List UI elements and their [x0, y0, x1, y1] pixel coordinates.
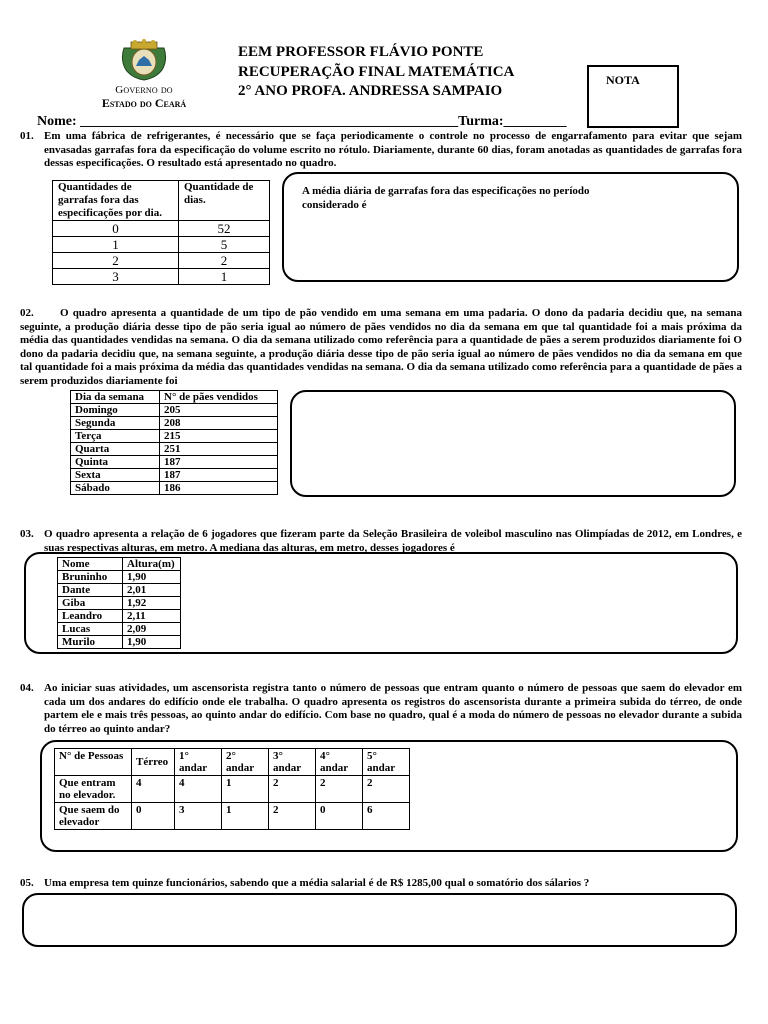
q1-cell: 1: [53, 237, 179, 253]
q3-cell: Dante: [58, 584, 123, 597]
q4-cell: 2: [269, 803, 316, 830]
q4-cell: Que entram no elevador.: [55, 776, 132, 803]
q2-number: 02.: [20, 307, 34, 319]
q1-answer-box[interactable]: [282, 172, 739, 282]
q1-col2-header: Quantidade de dias.: [179, 181, 270, 221]
table-row: [55, 776, 410, 803]
q3-col1-header: Nome: [58, 558, 123, 571]
q4-number: 04.: [20, 682, 34, 694]
q3-cell: 2,09: [123, 623, 181, 636]
q4-cell: 1: [222, 776, 269, 803]
table-row: [58, 584, 181, 597]
q1-col1-header: Quantidades de garrafas fora das especificações por dia.: [53, 181, 179, 221]
q1-text: Em uma fábrica de refrigerantes, é necessário que se faça periodicamente o controle no processo de engarrafamento para evitar que sejam envasadas garrafas fora da especificação do volume escrito no rótulo. Diariamente, durante 60 dias, foram anotadas as quantidades de garrafas fora dessas especificações. O resultado está apresentado no quadro.: [44, 130, 742, 170]
table-row: [58, 623, 181, 636]
table-row: [71, 469, 278, 482]
q2-cell: Quinta: [71, 456, 160, 469]
q3-cell: Bruninho: [58, 571, 123, 584]
q1-cell: 1: [179, 269, 270, 285]
q1-cell: 3: [53, 269, 179, 285]
q2-cell: Sexta: [71, 469, 160, 482]
q2-cell: 215: [160, 430, 278, 443]
q3-col2-header: Altura(m): [123, 558, 181, 571]
q5-answer-box[interactable]: [22, 893, 737, 947]
q4-cell: 4: [175, 776, 222, 803]
school-name: EEM PROFESSOR FLÁVIO PONTE: [238, 44, 484, 60]
q4-header-cell: 1° andar: [175, 749, 222, 776]
table-row: [71, 404, 278, 417]
grade-box[interactable]: [587, 65, 679, 128]
class-teacher: 2° ANO PROFA. ANDRESSA SAMPAIO: [238, 83, 503, 99]
q2-table: [70, 390, 278, 495]
table-row: [55, 803, 410, 830]
q2-cell: 187: [160, 469, 278, 482]
q2-cell: Domingo: [71, 404, 160, 417]
q4-cell: 2: [269, 776, 316, 803]
q2-cell: Sábado: [71, 482, 160, 495]
table-row: [53, 237, 270, 253]
q3-number: 03.: [20, 528, 34, 540]
table-row: [58, 610, 181, 623]
q4-text: Ao iniciar suas atividades, um ascensorista registra tanto o número de pessoas que entram quanto o número de pessoas que saem do elevador em cada um dos andares do edifício onde ele trabalha. O quadro apresenta os registros do ascensorista durante a primeira subida do térreo, de onde partem ele e mais três pessoas, ao quinto andar do edifício. Com base no quadro, qual é a moda do número de pessoas no elevador durante a subida do térreo ao quinto andar?: [44, 682, 742, 735]
q3-cell: 1,90: [123, 571, 181, 584]
q3-cell: 1,92: [123, 597, 181, 610]
exam-title: RECUPERAÇÃO FINAL MATEMÁTICA: [238, 64, 515, 80]
q4-cell: 6: [363, 803, 410, 830]
table-row: [71, 443, 278, 456]
q4-cell: Que saem do elevador: [55, 803, 132, 830]
table-row: [71, 482, 278, 495]
q2-cell: 205: [160, 404, 278, 417]
q2-cell: 187: [160, 456, 278, 469]
q3-cell: 2,11: [123, 610, 181, 623]
grade-label: NOTA: [606, 73, 640, 87]
q3-cell: 1,90: [123, 636, 181, 649]
q3-cell: Lucas: [58, 623, 123, 636]
table-row: [58, 636, 181, 649]
q4-header-cell: 3° andar: [269, 749, 316, 776]
q2-cell: Quarta: [71, 443, 160, 456]
q4-header-cell: 5° andar: [363, 749, 410, 776]
q5-text: Uma empresa tem quinze funcionários, sabendo que a média salarial é de R$ 1285,00 qual o somatório dos sálarios ?: [44, 877, 590, 889]
q2-cell: 186: [160, 482, 278, 495]
q2-answer-box[interactable]: [290, 390, 736, 497]
q2-col2-header: N° de pães vendidos: [160, 391, 278, 404]
table-row: [58, 597, 181, 610]
q4-header-cell: N° de Pessoas: [55, 749, 132, 776]
q2-cell: 208: [160, 417, 278, 430]
q3-cell: Giba: [58, 597, 123, 610]
q3-cell: Leandro: [58, 610, 123, 623]
q1-cell: 5: [179, 237, 270, 253]
q1-table: [52, 180, 270, 285]
table-row: [53, 221, 270, 237]
q3-cell: 2,01: [123, 584, 181, 597]
q1-cell: 52: [179, 221, 270, 237]
q1-box-text: A média diária de garrafas fora das especificações no período considerado é: [302, 185, 590, 211]
q1-number: 01.: [20, 130, 34, 142]
q2-cell: Terça: [71, 430, 160, 443]
q4-header-cell: Térreo: [132, 749, 175, 776]
q4-cell: 3: [175, 803, 222, 830]
table-row: [71, 430, 278, 443]
q4-cell: 0: [132, 803, 175, 830]
q3-table: [57, 557, 181, 649]
table-row: [71, 417, 278, 430]
q4-cell: 2: [363, 776, 410, 803]
q3-text: O quadro apresenta a relação de 6 jogadores que fizeram parte da Seleção Brasileira de voleibol masculino nas Olimpíadas de 2012, em Londres, e suas respectivas alturas, em metro. A mediana das alturas, em metro, desses jogadores é: [44, 528, 742, 552]
q2-text: O quadro apresenta a quantidade de um tipo de pão vendido em uma semana em uma padaria. O dono da padaria decidiu que, na semana seguinte, a produção diária desse tipo de pão seria igual ao número de pães vendidos no dia da semana em que tal quantidade foi a mais próxima da média das quantidades vendidas na semana. O dia da semana utilizado como referência para a quantidade de pães a serem produzidos diariamente foi O dono da padaria decidiu que, na semana seguinte, a produção diária desse tipo de pão seria igual ao número de pães vendidos no dia da semana em que tal quantidade foi a mais próxima da média das quantidades vendidas na semana. O dia da semana utilizado como referência para a quantidade de pães a serem produzidos diariamente foi: [20, 307, 742, 387]
coat-of-arms-icon: [118, 38, 170, 82]
q5-number: 05.: [20, 877, 34, 889]
state-logo: [80, 38, 208, 108]
q4-cell: 0: [316, 803, 363, 830]
q4-cell: 4: [132, 776, 175, 803]
q2-cell: 251: [160, 443, 278, 456]
q4-table: [54, 748, 410, 830]
q1-cell: 2: [53, 253, 179, 269]
q4-cell: 1: [222, 803, 269, 830]
q4-header-cell: 4° andar: [316, 749, 363, 776]
q4-header-cell: 2° andar: [222, 749, 269, 776]
q1-cell: 0: [53, 221, 179, 237]
table-row: [53, 269, 270, 285]
q2-col1-header: Dia da semana: [71, 391, 160, 404]
gov-line-1: Governo do: [115, 84, 173, 96]
table-row: [58, 571, 181, 584]
table-row: [71, 456, 278, 469]
q3-cell: Murilo: [58, 636, 123, 649]
q2-cell: Segunda: [71, 417, 160, 430]
q1-cell: 2: [179, 253, 270, 269]
gov-line-2: Estado do Ceará: [101, 96, 187, 110]
name-class-line[interactable]: Nome: ______________________________________________________Turma:_________: [37, 114, 567, 129]
table-row: [53, 253, 270, 269]
q4-cell: 2: [316, 776, 363, 803]
